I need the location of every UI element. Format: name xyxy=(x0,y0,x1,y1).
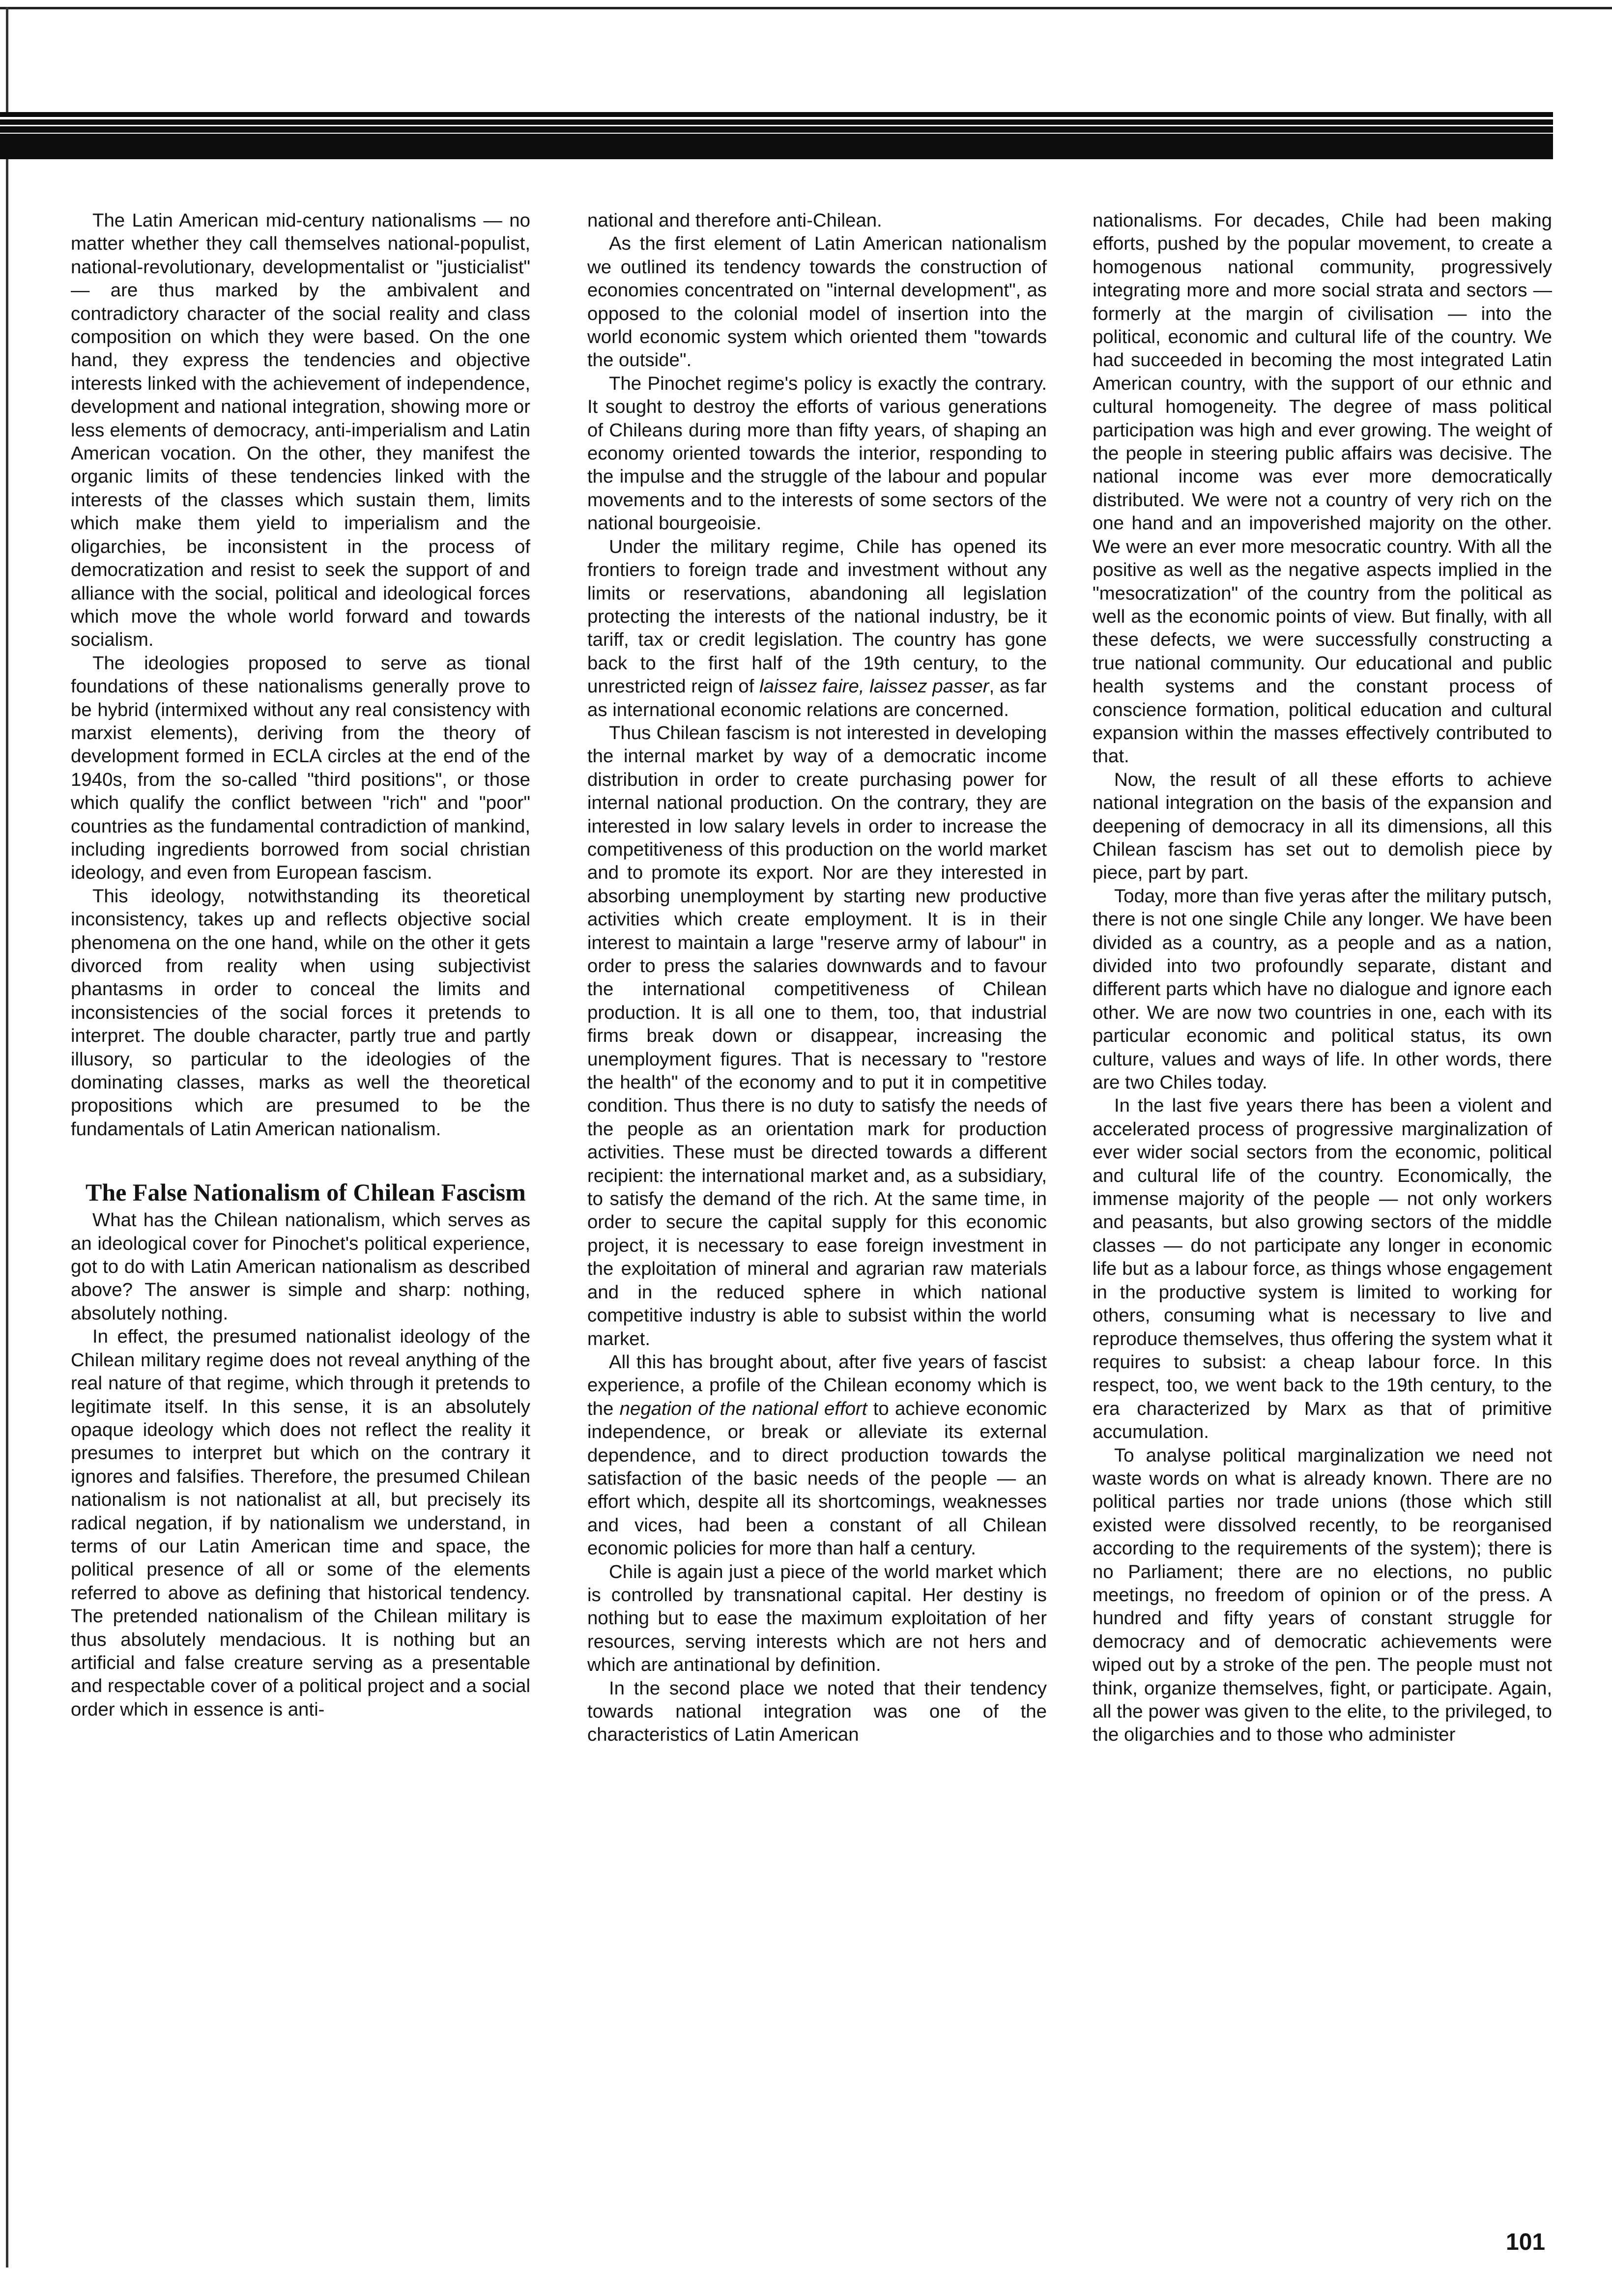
paragraph: As the first element of Latin American nationalism we outlined its tendency towards the construction of economies concentrated on "internal development", as opposed to the colonial model of insertion into the world economic system which oriented them "towards the outside". xyxy=(587,233,1047,371)
top-border-rule xyxy=(0,7,1612,9)
paragraph: This ideology, notwithstanding its theoretical inconsistency, takes up and reflects objective social phenomena on the one hand, while on the other it gets divorced from reality when using subjectivist phantasms in order to conceal the limits and inconsistencies of the social forces it pretends to interpret. The double character, partly true and partly illusory, so particular to the ideologies of the dominating classes, marks as well the theoretical propositions which are presumed to be the fundamentals of Latin American nationalism. xyxy=(71,885,530,1140)
italic-phrase: laissez faire, laissez passer xyxy=(759,676,989,697)
paragraph: national and therefore anti-Chilean. xyxy=(587,210,882,231)
paragraph: The Pinochet regime's policy is exactly the contrary. It sought to destroy the efforts of various generations of Chileans during more than fifty years, of shaping an economy oriented towards the interior, responding to the impulse and the struggle of the labour and popular movements and to the interests of some sectors of the national bourgeoisie. xyxy=(587,373,1047,534)
column-2 xyxy=(587,209,1047,1747)
paragraph: nationalisms. For decades, Chile had been making efforts, pushed by the popular movement, to create a homogenous national community, progressively integrating more and more social strata and sectors — formerly at the margin of civilisation — into the political, economic and cultural life of the country. We had succeeded in becoming the most integrated Latin American country, with the support of our ethnic and cultural homogeneity. The degree of mass political participation was high and ever growing. The weight of the people in steering public affairs was decisive. The national income was ever more democratically distributed. We were not a country of very rich on the one hand and an impoverished majority on the other. We were an ever more mesocratic country. With all the positive as well as the negative aspects implied in the "mesocratization" of the country from the political as well as the economic points of view. But finally, with all these defects, we were successfully constructing a true national community. Our educational and public health systems and the constant process of conscience formation, political education and cultural expansion within the masses effectively contributed to that. xyxy=(1093,210,1552,767)
italic-phrase: negation of the national effort xyxy=(619,1398,867,1419)
text-span: All this has brought about, after five years of fascist experience, a profile of the Chilean economy which is the xyxy=(587,1351,1047,1419)
paragraph: Chile is again just a piece of the world market which is controlled by transnational capital. Her destiny is nothing but to ease the maximum exploitation of her resources, serving interests which are not hers and which are antinational by definition. xyxy=(587,1561,1047,1676)
paragraph: To analyse political marginalization we need not waste words on what is already known. There are no political parties nor trade unions (those which still existed were dissolved recently, to be reorganised according to the requirements of the system); there is no Parliament; there are no elections, no public meetings, no freedom of opinion or of the press. A hundred and fifty years of constant struggle for democracy and of democratic achievements were wiped out by a stroke of the pen. The people must not think, organize themselves, fight, or participate. Again, all the power was given to the elite, to the privileged, to the oligarchies and to those who administer xyxy=(1093,1444,1552,1746)
paragraph: In the last five years there has been a violent and accelerated process of progressive marginalization of ever wider social sectors from the economic, political and cultural life of the country. Economically, the immense majority of the people — not only workers and peasants, but also growing sectors of the middle classes — do not participate any longer in economic life but as a labour force, as things whose engagement in the productive system is limited to working for others, consuming what is necessary to live and reproduce themselves, thus offering the system what it requires to subsist: a cheap labour force. In this respect, too, we went back to the 19th century, to the era characterized by Marx as that of primitive accumulation. xyxy=(1093,1095,1552,1443)
text-span: to achieve economic independence, or break or alleviate its external dependence, and to direct production towards the satisfaction of the basic needs of the people — an effort which, despite all its shortcomings, weaknesses and vices, had been a constant of all Chilean economic policies for more than half a century. xyxy=(587,1398,1047,1559)
text-span: , as far as international economic relations are concerned. xyxy=(587,676,1047,720)
paragraph: The Latin American mid-century nationalisms — no matter whether they call themselves national-populist, national-revolutionary, developmentalist or "justicialist" — are thus marked by the ambivalent and contradictory character of the social reality and class composition on which they were based. On the one hand, they express the tendencies and objective interests linked with the achievement of independence, development and national integration, showing more or less elements of democracy, anti-imperialism and Latin American vocation. On the other, they manifest the organic limits of these tendencies linked with the interests of the classes which sustain them, limits which make them yield to imperialism and the oligarchies, be inconsistent in the process of democratization and resist to seek the support of and alliance with the social, political and ideological forces which move the whole world forward and towards socialism. xyxy=(71,210,530,651)
text-span: Under the military regime, Chile has opened its frontiers to foreign trade and investment without any limits or reservations, abandoning all legislation protecting the interests of the national industry, be it tariff, tax or credit legislation. The country has gone back to the first half of the 19th century, to the unrestricted reign of xyxy=(587,536,1047,697)
section-heading: The False Nationalism of Chilean Fascism xyxy=(86,1178,526,1206)
left-border-rule xyxy=(6,7,8,2267)
paragraph: Today, more than five yeras after the military putsch, there is not one single Chile any longer. We have been divided as a country, as a people and as a nation, divided into two profoundly separate, distant and different parts which have no dialogue and ignore each other. We are now two countries in one, each with its particular economic and political status, its own culture, values and ways of life. In other words, there are two Chiles today. xyxy=(1093,885,1552,1093)
paragraph xyxy=(587,1350,1047,1560)
paragraph: What has the Chilean nationalism, which serves as an ideological cover for Pinochet's political experience, got to do with Latin American nationalism as described above? The answer is simple and sharp: nothing, absolutely nothing. xyxy=(71,1209,530,1324)
column-1 xyxy=(71,209,530,1721)
paragraph xyxy=(587,535,1047,721)
paragraph: In the second place we noted that their tendency towards national integration was one of the characteristics of Latin American xyxy=(587,1677,1047,1746)
paragraph: The ideologies proposed to serve as tional foundations of these nationalisms generally prove to be hybrid (intermixed without any real consistency with marxist elements), deriving from the theory of development formed in ECLA circles at the end of the 1940s, from the so-called "third positions", or those which qualify the conflict between "rich" and "poor" countries as the fundamental contradiction of mankind, including ingredients borrowed from social christian ideology, and even from European fascism. xyxy=(71,652,530,884)
page-number: 101 xyxy=(1506,2229,1546,2255)
header-band xyxy=(0,112,1553,159)
paragraph: Thus Chilean fascism is not interested in developing the internal market by way of a democratic income distribution in order to create purchasing power for internal national production. On the contrary, they are interested in low salary levels in order to increase the competitiveness of this production on the world market and to promote its export. Nor are they interested in absorbing unemployment by starting new productive activities which create employment. It is in their interest to maintain a large "reserve army of labour" in order to press the salaries downwards and to favour the international competitiveness of Chilean production. It is all one to them, too, that industrial firms break down or disappear, increasing the unemployment figures. That is necessary to "restore the health" of the economy and to put it in competitive condition. Thus there is no duty to satisfy the needs of the people as an orientation mark for production activities. These must be directed towards a different recipient: the international market and, as a subsidiary, to satisfy the demand of the rich. At the same time, in order to secure the capital supply for this economic project, it is necessary to ease foreign investment in the exploitation of mineral and agrarian raw materials and in the reduced sphere in which national competitive industry is able to subsist within the world market. xyxy=(587,722,1047,1349)
paragraph: Now, the result of all these efforts to achieve national integration on the basis of the expansion and deepening of democracy in all its dimensions, all this Chilean fascism has set out to demolish piece by piece, part by part. xyxy=(1093,769,1552,884)
column-3 xyxy=(1093,209,1552,1747)
paragraph: In effect, the presumed nationalist ideology of the Chilean military regime does not reveal anything of the real nature of that regime, which through it pretends to legitimate itself. In this sense, it is an absolutely opaque ideology which does not reflect the reality it presumes to interpret but which on the contrary it ignores and falsifies. Therefore, the presumed Chilean nationalism is not nationalist at all, but precisely its radical negation, if by nationalism we understand, in terms of our Latin American time and space, the political presence of all or some of the elements referred to above as defining that historical tendency. The pretended nationalism of the Chilean military is thus absolutely mendacious. It is nothing but an artificial and false creature serving as a presentable and respectable cover of a political project and a social order which in essence is anti- xyxy=(71,1326,530,1720)
